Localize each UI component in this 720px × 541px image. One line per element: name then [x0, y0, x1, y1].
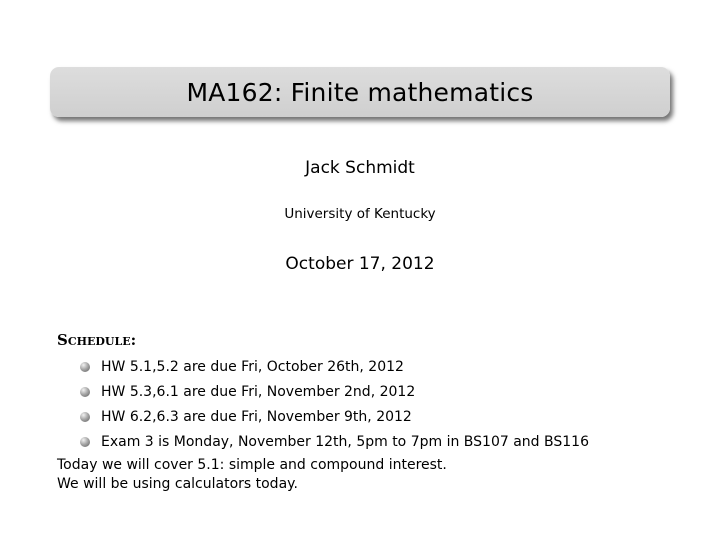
author-name: Jack Schmidt: [305, 158, 415, 178]
title-box: [50, 67, 670, 117]
schedule-item-text: HW 5.3,6.1 are due Fri, November 2nd, 2012: [101, 383, 416, 400]
bullet-icon: [80, 412, 90, 422]
bullet-icon: [80, 437, 90, 447]
slide-title: MA162: Finite mathematics: [186, 77, 534, 107]
schedule-item-text: HW 6.2,6.3 are due Fri, November 9th, 2012: [101, 408, 412, 425]
bullet-icon: [80, 362, 90, 372]
schedule-item-text: Exam 3 is Monday, November 12th, 5pm to 7pm in BS107 and BS116: [101, 433, 589, 450]
note-line: Today we will cover 5.1: simple and compound interest.: [57, 457, 447, 473]
presentation-date: October 17, 2012: [285, 254, 435, 274]
note-line: We will be using calculators today.: [57, 476, 298, 492]
schedule-heading: Schedule:: [57, 331, 137, 349]
notes: [57, 456, 447, 494]
institute-name: University of Kentucky: [284, 206, 436, 222]
schedule-item-text: HW 5.1,5.2 are due Fri, October 26th, 2012: [101, 358, 404, 375]
bullet-icon: [80, 387, 90, 397]
